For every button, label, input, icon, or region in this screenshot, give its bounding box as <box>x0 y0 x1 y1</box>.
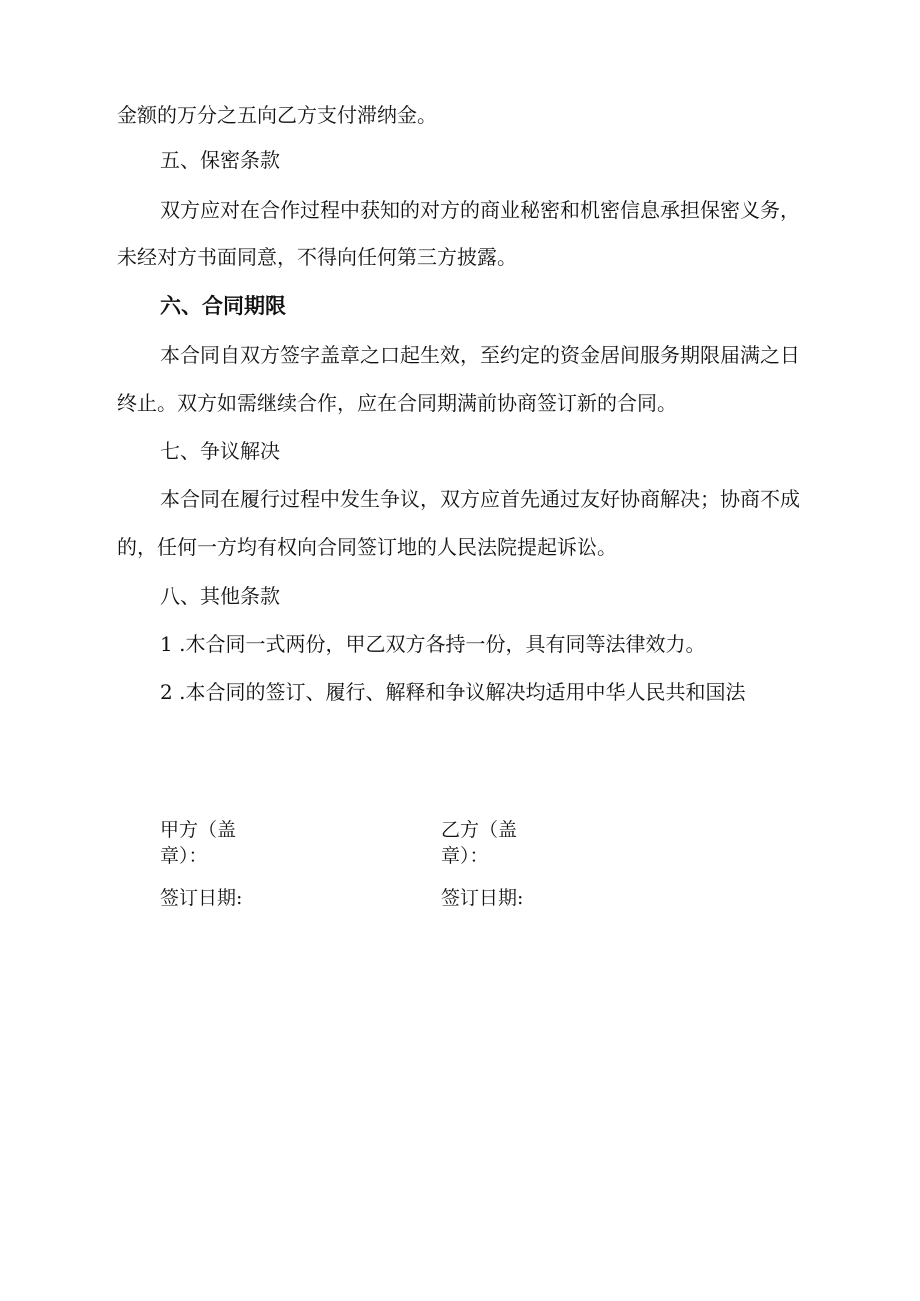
section-6-paragraph-line-2: 终止。双方如需继续合作，应在合同期满前协商签订新的合同。 <box>117 391 677 415</box>
penalty-clause-tail: 金额的万分之五向乙方支付滞纳金。 <box>117 103 437 127</box>
section-8-item-2: 2 .本合同的签订、履行、解释和争议解决均适用中华人民共和国法 <box>160 680 746 704</box>
section-6-paragraph-line-1: 本合同自双方签字盖章之口起生效，至约定的资金居间服务期限届满之日 <box>160 343 800 367</box>
party-a-seal-label-line-2: 章）： <box>160 845 208 867</box>
section-8-item-1: 1 .木合同一式两份，甲乙双方各持一份，具有同等法律效力。 <box>160 632 706 656</box>
party-b-seal-label-line-2: 章）： <box>441 845 489 867</box>
section-6-heading: 六、合同期限 <box>160 294 286 318</box>
party-a-seal-label-line-1: 甲方（盖 <box>160 819 237 841</box>
party-b-seal-label-line-1: 乙方（盖 <box>441 819 518 841</box>
section-5-heading: 五、保密条款 <box>160 148 280 172</box>
section-8-heading: 八、其他条款 <box>160 584 280 608</box>
section-7-paragraph-line-1: 本合同在履行过程中发生争议，双方应首先通过友好协商解决；协商不成 <box>160 487 800 511</box>
section-5-paragraph-line-2: 未经对方书面同意，不得向任何第三方披露。 <box>117 245 517 269</box>
party-a-date-label: 签订日期: <box>160 887 243 909</box>
section-7-paragraph-line-2: 的，任何一方均有权向合同签订地的人民法院提起诉讼。 <box>117 535 617 559</box>
party-b-date-label: 签订日期: <box>441 887 524 909</box>
section-7-heading: 七、争议解决 <box>160 439 280 463</box>
section-5-paragraph-line-1: 双方应对在合作过程中获知的对方的商业秘密和机密信息承担保密义务， <box>160 198 800 222</box>
